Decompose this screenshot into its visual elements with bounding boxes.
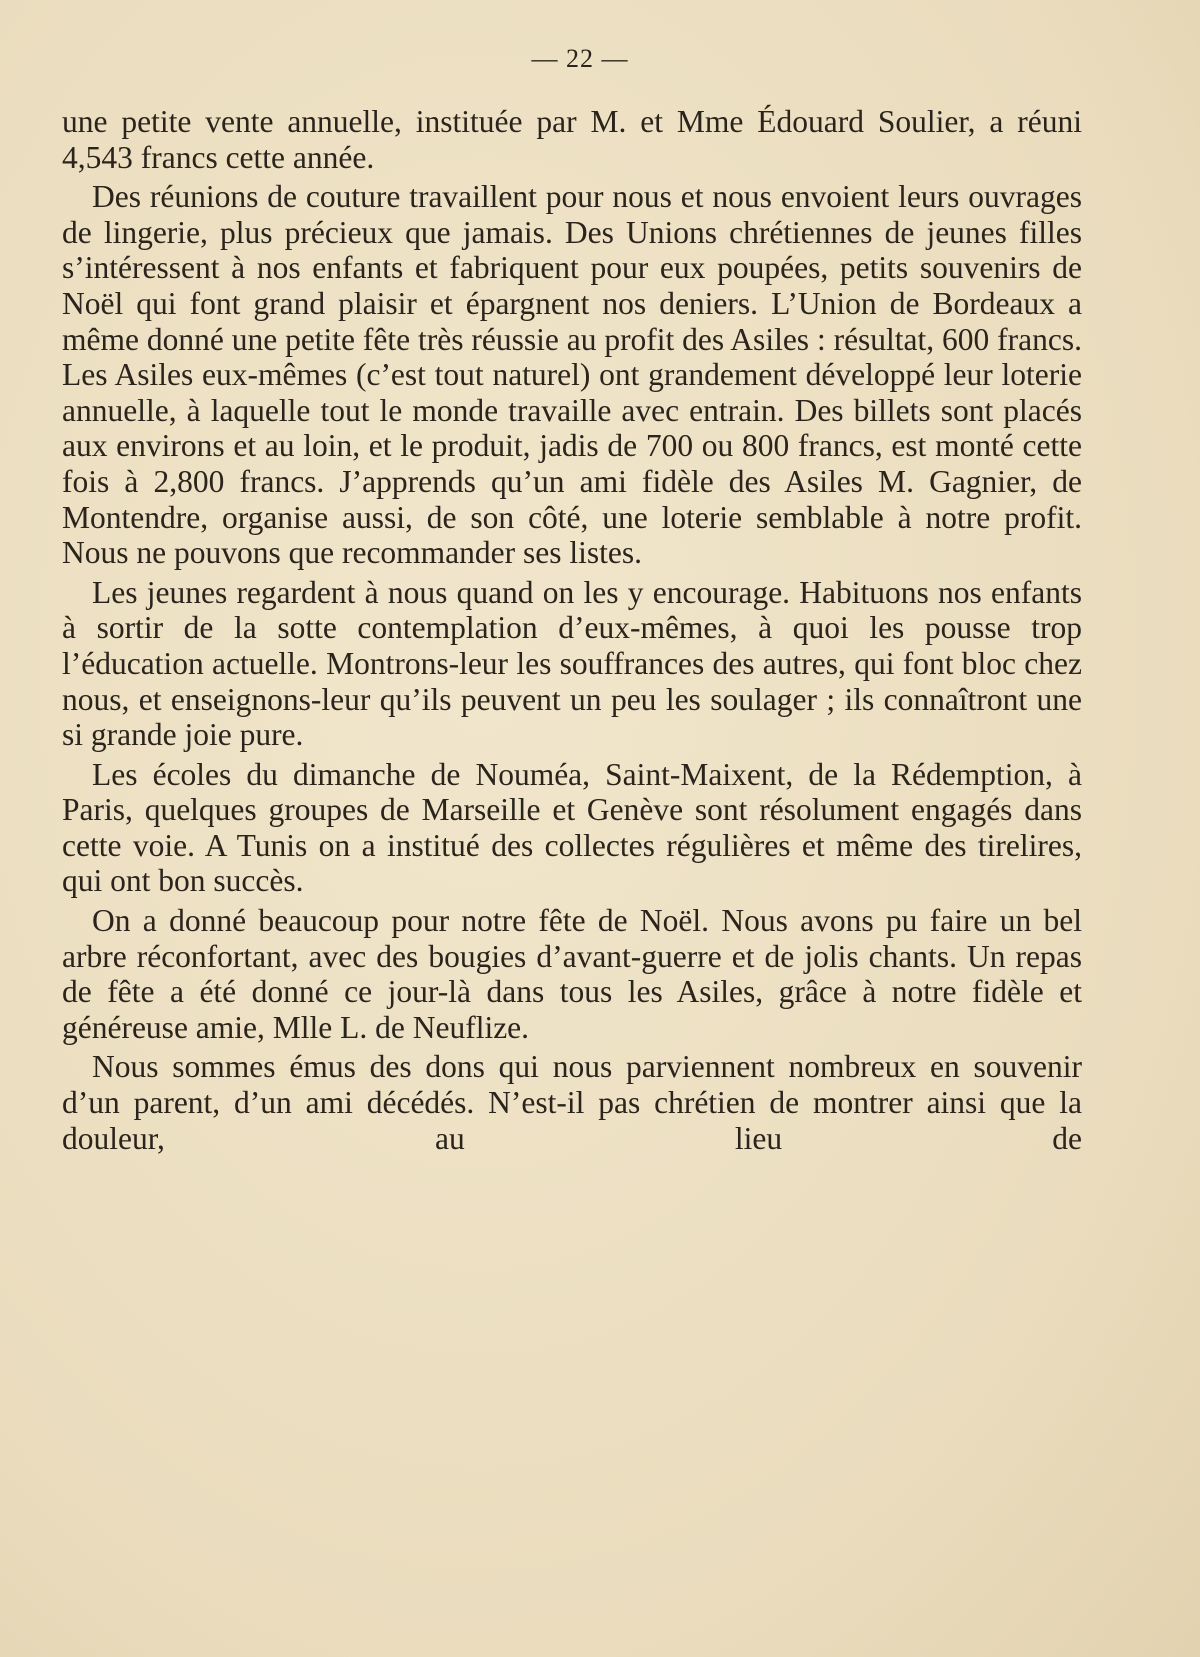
paragraph: Les écoles du dimanche de Nouméa, Saint-Maixent, de la Rédemption, à Paris, quelques groupes de Marseille et Genève sont résolument engagés dans cette voie. A Tunis on a institué des collectes régulières et même des tirelires, qui ont bon succès. bbox=[62, 756, 1082, 899]
paragraph: une petite vente annuelle, instituée par M. et Mme Édouard Soulier, a réuni 4,543 francs cette année. bbox=[62, 104, 1082, 175]
paragraph: Les jeunes regardent à nous quand on les y encourage. Habituons nos enfants à sortir de la sotte contemplation d’eux-mêmes, à quoi les pousse trop l’éducation actuelle. Montrons-leur les souffrances des autres, qui font bloc chez nous, et enseignons-leur qu’ils peuvent un peu les soulager ; ils connaîtront une si grande joie pure. bbox=[62, 574, 1082, 753]
page-number: — 22 — bbox=[531, 44, 629, 73]
paragraph: Nous sommes émus des dons qui nous parviennent nombreux en souvenir d’un parent, d’un ami décédés. N’est-il pas chrétien de montrer ainsi que la douleur, au lieu de bbox=[62, 1049, 1082, 1156]
paragraph: On a donné beaucoup pour notre fête de Noël. Nous avons pu faire un bel arbre réconfortant, avec des bougies d’avant-guerre et de jolis chants. Un repas de fête a été donné ce jour-là dans tous les Asiles, grâce à notre fidèle et généreuse amie, Mlle L. de Neuflize. bbox=[62, 903, 1082, 1045]
paragraph: Des réunions de couture travaillent pour nous et nous envoient leurs ouvrages de lingerie, plus précieux que jamais. Des Unions chrétiennes de jeunes filles s’intéressent à nos enfants et fabriquent pour eux poupées, petits souvenirs de Noël qui font grand plaisir et épargnent nos deniers. L’Union de Bordeaux a même donné une petite fête très réussie au profit des Asiles : résultat, 600 francs. Les Asiles eux-mêmes (c’est tout naturel) ont grandement développé leur loterie annuelle, à laquelle tout le monde travaille avec entrain. Des billets sont placés aux environs et au loin, et le produit, jadis de 700 ou 800 francs, est monté cette fois à 2,800 francs. J’apprends qu’un ami fidèle des Asiles M. Gagnier, de Montendre, organise aussi, de son côté, une loterie semblable à notre profit. Nous ne pouvons que recommander ses listes. bbox=[62, 179, 1082, 571]
text-body bbox=[62, 104, 1082, 1156]
